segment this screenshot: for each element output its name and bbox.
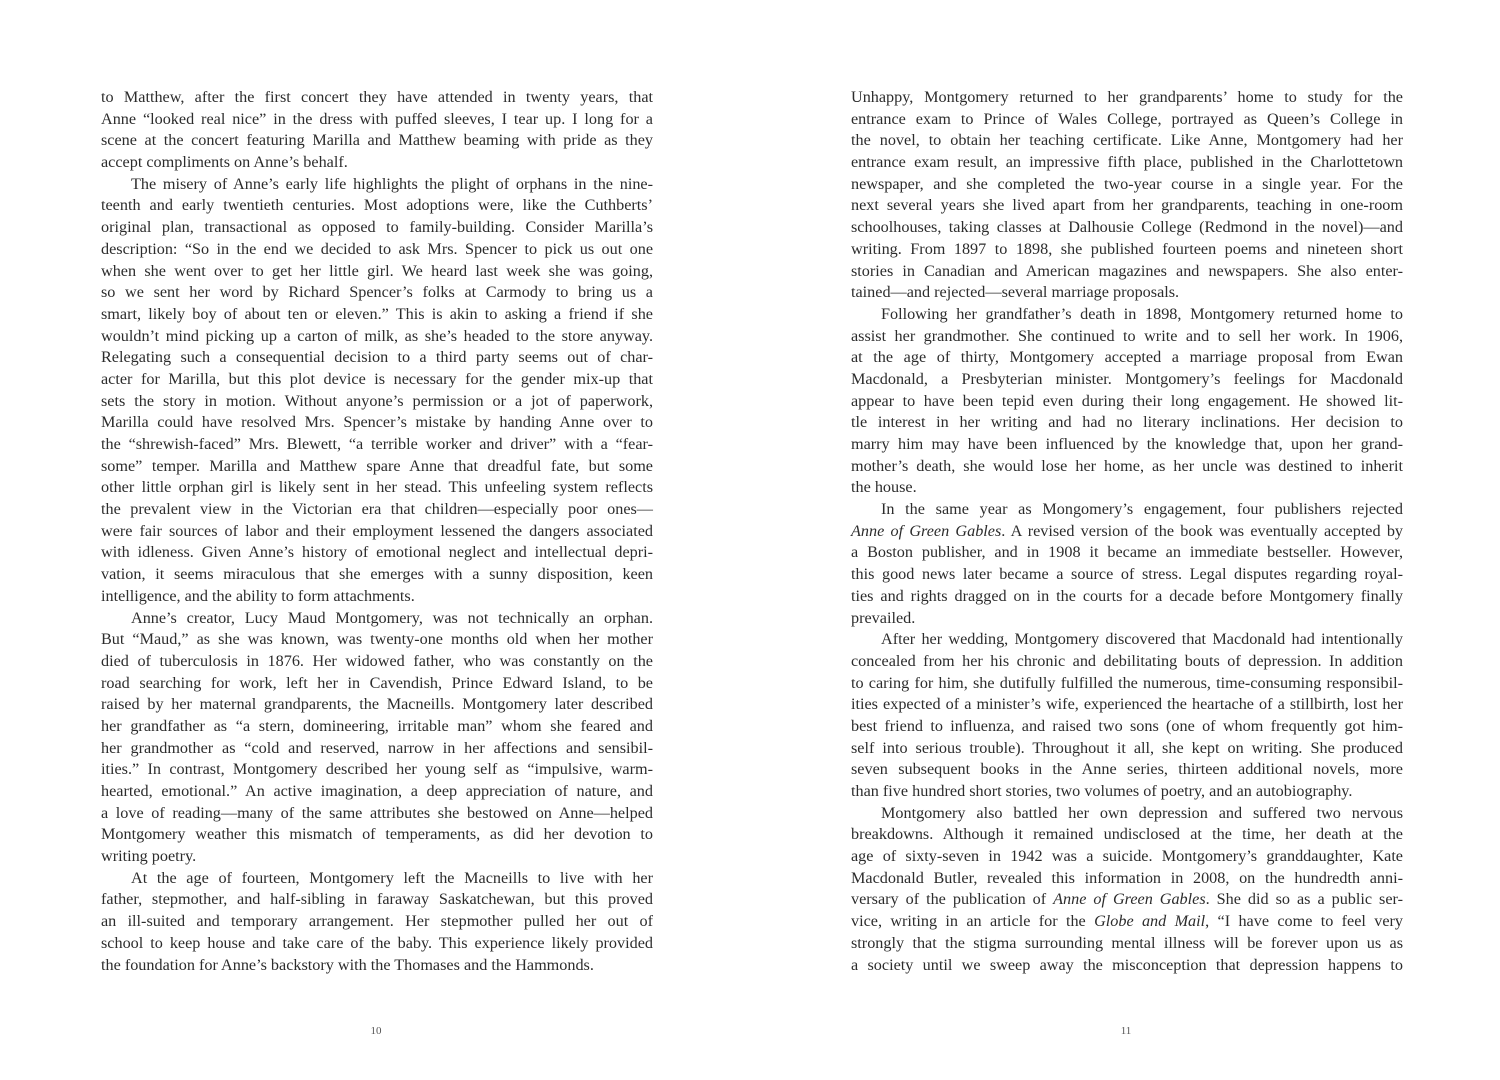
text-line: than five hundred short stories, two volumes of poetry, and an autobiography. — [851, 782, 1353, 800]
text-line: a society until we sweep away the misconception that depression happens to — [851, 955, 1403, 974]
text-line: But “Maud,” as she was known, was twenty-one months old when her mother — [101, 630, 653, 649]
text-line: concealed from her his chronic and debilitating bouts of depression. In addition — [851, 651, 1403, 670]
text-line: mother’s death, she would lose her home, as her uncle was destined to inherit — [851, 456, 1403, 475]
text-line: Relegating such a consequential decision to a third party seems out of char- — [101, 348, 653, 367]
italic-title: Globe and Mail — [1094, 912, 1206, 931]
text-line: writing poetry. — [101, 847, 197, 866]
text-line: self into serious trouble). Throughout it all, she kept on writing. She produced — [851, 738, 1403, 757]
text-line: at the age of thirty, Montgomery accepted a marriage proposal from Ewan — [851, 348, 1403, 367]
text-line: schoolhouses, taking classes at Dalhousie College (Redmond in the novel)—and — [851, 218, 1403, 237]
line-text: . A revised version of the book was eventually accepted by — [1001, 521, 1404, 540]
text-line: tained—and rejected—several marriage proposals. — [851, 283, 1180, 302]
text-line: Montgomery also battled her own depression and suffered two nervous — [881, 803, 1403, 822]
text-line: original plan, transactional as opposed to family-building. Consider Marilla’s — [101, 218, 653, 237]
text-line: other little orphan girl is likely sent in her stead. This unfeeling system reflects — [101, 478, 653, 497]
text-line: marry him may have been influenced by the knowledge that, upon her grand- — [851, 435, 1403, 453]
text-line: In the same year as Mongomery’s engagement, four publishers rejected — [881, 500, 1403, 519]
text-line: best friend to influenza, and raised two sons (one of whom frequently got him- — [851, 716, 1403, 735]
text-line — [851, 521, 1403, 543]
text-line: seven subsequent books in the Anne series, thirteen additional novels, more — [851, 760, 1403, 779]
text-line: entrance exam result, an impressive fifth place, published in the Charlottetown — [851, 153, 1403, 172]
line-text: vice, writing in an article for the — [851, 912, 1095, 931]
text-line: Montgomery weather this mismatch of temperaments, as did her devotion to — [101, 825, 653, 844]
text-line: to caring for him, she dutifully fulfilled the numerous, time-consuming responsibil- — [851, 673, 1403, 692]
right-page-number: 11 — [1120, 1025, 1132, 1037]
text-line: assist her grandmother. She continued to write and to sell her work. In 1906, — [851, 326, 1403, 345]
text-line: ties and rights dragged on in the courts for a decade before Montgomery finally — [851, 586, 1403, 605]
text-line: were fair sources of labor and their employment lessened the dangers associated — [101, 521, 653, 540]
text-line: so we sent her word by Richard Spencer’s folks at Carmody to bring us a — [101, 283, 653, 302]
text-line: The misery of Anne’s early life highlights the plight of orphans in the nine- — [131, 174, 653, 193]
line-text: . She did so as a public ser- — [1205, 890, 1403, 909]
text-line: some” temper. Marilla and Matthew spare Anne that dreadful fate, but some — [101, 456, 653, 475]
text-line: hearted, emotional.” An active imagination, a deep appreciation of nature, and — [101, 782, 653, 800]
text-line: father, stepmother, and half-sibling in faraway Saskatchewan, but this proved — [101, 890, 653, 909]
italic-title: Anne of Green Gables — [851, 521, 1002, 540]
text-line: acter for Marilla, but this plot device is necessary for the gender mix-up that — [101, 369, 653, 388]
text-line: the foundation for Anne’s backstory with the Thomases and the Hammonds. — [101, 955, 594, 974]
right-page-text — [851, 87, 1403, 976]
italic-title: Anne of Green Gables — [1053, 890, 1206, 909]
text-line: her grandmother as “cold and reserved, narrow in her affections and sensibil- — [101, 738, 653, 757]
text-line: with idleness. Given Anne’s history of emotional neglect and intellectual depri- — [101, 543, 653, 562]
text-line: road searching for work, left her in Cavendish, Prince Edward Island, to be — [101, 673, 653, 692]
text-line: this good news later became a source of stress. Legal disputes regarding royal- — [851, 565, 1403, 584]
text-line — [851, 911, 1403, 933]
text-line: Following her grandfather’s death in 1898, Montgomery returned home to — [881, 304, 1403, 323]
text-line: an ill-suited and temporary arrangement. Her stepmother pulled her out of — [101, 912, 653, 931]
text-line: Macdonald, a Presbyterian minister. Montgomery’s feelings for Macdonald — [851, 369, 1403, 388]
text-line: died of tuberculosis in 1876. Her widowed father, who was constantly on the — [101, 651, 653, 670]
text-line: vation, it seems miraculous that she emerges with a sunny disposition, keen — [101, 565, 653, 584]
text-line: raised by her maternal grandparents, the Macneills. Montgomery later described — [101, 695, 653, 714]
text-line: the novel, to obtain her teaching certificate. Like Anne, Montgomery had her — [851, 131, 1403, 150]
text-line: stories in Canadian and American magazines and newspapers. She also enter- — [851, 261, 1403, 280]
text-line: the prevalent view in the Victorian era that children—especially poor ones— — [101, 500, 653, 519]
text-line: strongly that the stigma surrounding mental illness will be forever upon us as — [851, 933, 1403, 952]
left-page-text — [101, 87, 653, 976]
text-line: At the age of fourteen, Montgomery left the Macneills to live with her — [131, 868, 653, 887]
text-line: Marilla could have resolved Mrs. Spencer’s mistake by handing Anne over to — [101, 413, 653, 432]
text-line: writing. From 1897 to 1898, she published fourteen poems and nineteen short — [851, 239, 1403, 258]
line-text: versary of the publication of — [851, 890, 1054, 909]
text-line: accept compliments on Anne’s behalf. — [101, 153, 348, 172]
line-text: , “I have come to feel very — [1205, 912, 1403, 931]
text-line: description: “So in the end we decided to ask Mrs. Spencer to pick us out one — [101, 239, 653, 258]
text-line: ities.” In contrast, Montgomery described her young self as “impulsive, warm- — [101, 760, 653, 779]
text-line: appear to have been tepid even during their long engagement. He showed lit- — [851, 391, 1403, 410]
text-line: prevailed. — [851, 608, 916, 627]
text-line: when she went over to get her little girl. We heard last week she was going, — [101, 261, 653, 280]
text-line: the house. — [851, 478, 917, 497]
text-line: next several years she lived apart from her grandparents, teaching in one-room — [851, 196, 1403, 215]
text-line: smart, likely boy of about ten or eleven.” This is akin to asking a friend if she — [101, 304, 653, 323]
text-line: newspaper, and she completed the two-year course in a single year. For the — [851, 174, 1403, 193]
text-line: sets the story in motion. Without anyone’s permission or a jot of paperwork, — [101, 391, 653, 410]
text-line: Unhappy, Montgomery returned to her grandparents’ home to study for the — [851, 88, 1403, 106]
text-line: breakdowns. Although it remained undisclosed at the time, her death at the — [851, 825, 1403, 844]
text-line: scene at the concert featuring Marilla and Matthew beaming with pride as they — [101, 131, 653, 150]
left-page-number: 10 — [370, 1025, 382, 1037]
text-line: Anne “looked real nice” in the dress with puffed sleeves, I tear up. I long for a — [101, 109, 653, 128]
text-line: age of sixty-seven in 1942 was a suicide. Montgomery’s granddaughter, Kate — [851, 847, 1403, 866]
text-line: tle interest in her writing and had no literary inclinations. Her decision to — [851, 413, 1403, 432]
text-line: a love of reading—many of the same attributes she bestowed on Anne—helped — [101, 803, 653, 822]
text-line: school to keep house and take care of the baby. This experience likely provided — [101, 933, 653, 952]
text-line: her grandfather as “a stern, domineering, irritable man” whom she feared and — [101, 716, 653, 735]
text-line: to Matthew, after the first concert they have attended in twenty years, that — [101, 88, 653, 106]
text-line: Macdonald Butler, revealed this information in 2008, on the hundredth anni- — [851, 868, 1403, 887]
text-line — [851, 889, 1403, 911]
text-line: teenth and early twentieth centuries. Most adoptions were, like the Cuthberts’ — [101, 196, 653, 215]
text-line: entrance exam to Prince of Wales College, portrayed as Queen’s College in — [851, 109, 1403, 128]
text-line: a Boston publisher, and in 1908 it became an immediate bestseller. However, — [851, 543, 1403, 562]
text-line: After her wedding, Montgomery discovered that Macdonald had intentionally — [881, 630, 1403, 649]
text-line: ities expected of a minister’s wife, experienced the heartache of a stillbirth, lost her — [851, 695, 1403, 714]
text-line: Anne’s creator, Lucy Maud Montgomery, was not technically an orphan. — [131, 608, 653, 627]
text-line: the “shrewish-faced” Mrs. Blewett, “a terrible worker and driver” with a “fear- — [101, 435, 653, 453]
text-line: wouldn’t mind picking up a carton of milk, as she’s headed to the store anyway. — [101, 326, 653, 345]
text-line: intelligence, and the ability to form attachments. — [101, 586, 415, 605]
